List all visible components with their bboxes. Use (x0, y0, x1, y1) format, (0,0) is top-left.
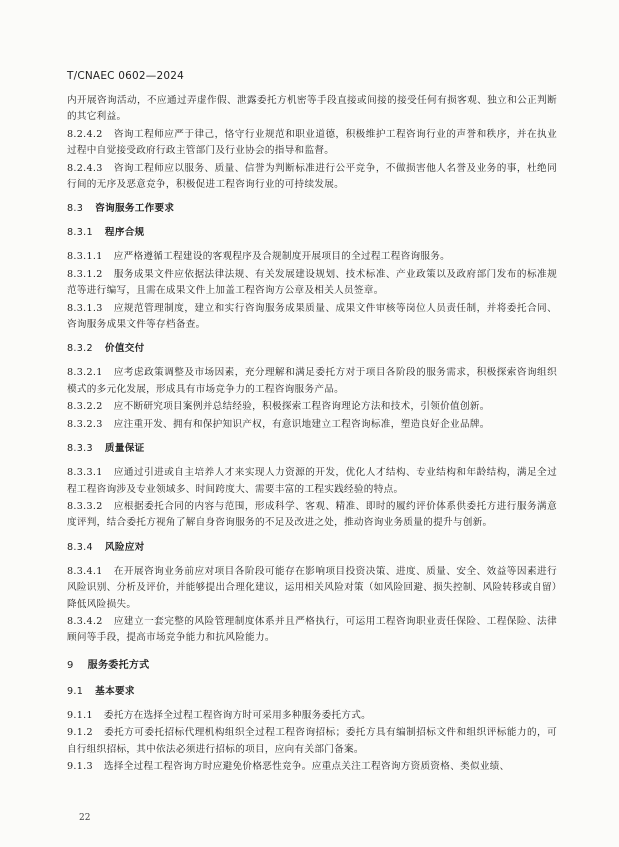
clause-paragraph (67, 161, 557, 194)
clause-text: 应规范管理制度，建立和实行咨询服务成果质量、成果文件审核等岗位人员责任制，并将委托合同、咨询服务成果文件等存档备查。 (67, 302, 557, 331)
clause-text: 应根据委托合同的内容与范围，形成科学、客观、精准、即时的履约评价体系供委托方进行服务满意度评判，结合委托方视角了解自身咨询服务的不足及改进之处，推动咨询业务质量的提升与创新。 (67, 500, 557, 529)
clause-number: 8.3 (67, 203, 84, 215)
clause-number: 8.3.2.3 (67, 418, 103, 430)
clause-number: 9.1.3 (67, 760, 93, 772)
clause-text: 应建立一套完整的风险管理制度体系并且严格执行，可运用工程咨询职业责任保险、工程保险、法律顾问等手段，提高市场竞争能力和抗风险能力。 (67, 615, 557, 644)
clause-text: 风险应对 (104, 541, 145, 553)
clause-paragraph (67, 759, 557, 775)
clause-text: 委托方在选择全过程工程咨询方时可采用多种服务委托方式。 (103, 709, 372, 721)
clause-paragraph (67, 465, 557, 498)
section-heading (67, 441, 557, 457)
clause-paragraph (67, 365, 557, 398)
clause-text: 质量保证 (104, 443, 145, 455)
clause-number: 9.1.1 (67, 709, 93, 721)
clause-paragraph (67, 499, 557, 532)
clause-number: 8.3.4 (67, 541, 93, 553)
clause-text: 委托方可委托招标代理机构组织全过程工程咨询招标；委托方具有编制招标文件和组织评标能力的，可自行组织招标，其中依法必须进行招标的项目，应向有关部门备案。 (67, 727, 557, 755)
clause-text: 应考虑政策调整及市场因素，充分理解和满足委托方对于项目各阶段的服务需求，积极探索咨询组织模式的多元化发展，形成具有市场竞争力的工程咨询服务产品。 (67, 367, 557, 395)
section-heading (67, 201, 557, 217)
clause-text: 价值交付 (104, 343, 145, 355)
clause-number: 8.3.2.1 (67, 367, 103, 379)
clause-text: 基本要求 (95, 685, 135, 697)
clause-number: 8.2.4.3 (67, 162, 103, 174)
section-heading (67, 225, 557, 241)
chapter-heading (67, 658, 557, 674)
clause-number: 8.3.1.2 (67, 268, 103, 280)
clause-number: 9.1.2 (67, 727, 93, 739)
clause-text: 应不断研究项目案例并总结经验，积极探索工程咨询理论方法和技术，引领价值创新。 (113, 401, 490, 413)
clause-number: 8.3.3.2 (67, 500, 103, 512)
clause-text: 在开展咨询业务前应对项目各阶段可能存在影响项目投资决策、进度、质量、安全、效益等因素进行风险识别、分析及评价，并能够提出合理化建议，运用相关风险对策（如风险回避、损失控制、风险转移或自留）降低风险损失。 (67, 565, 557, 610)
clause-number: 8.2.4.2 (67, 128, 103, 140)
clause-text: 服务成果文件应依据法律法规、有关发展建设规划、技术标准、产业政策以及政府部门发布的标准规范等进行编写，且需在成果文件上加盖工程咨询方公章及相关人员签章。 (67, 268, 557, 297)
clause-text: 咨询服务工作要求 (95, 203, 175, 215)
clause-text: 应严格遵循工程建设的客观程序及合规制度开展项目的全过程工程咨询服务。 (113, 251, 451, 263)
page-number: 22 (79, 813, 91, 823)
clause-paragraph (67, 564, 557, 613)
section-heading (67, 684, 557, 700)
clause-number: 8.3.4.2 (67, 615, 103, 627)
clause-paragraph (67, 417, 557, 433)
clause-paragraph (67, 301, 557, 334)
clause-number: 8.3.1.1 (67, 251, 103, 263)
clause-text: 选择全过程工程咨询方时应避免价格恶性竞争。应重点关注工程咨询方资质资格、类似业绩、 (103, 760, 510, 772)
clause-number: 8.3.3 (67, 443, 93, 455)
clause-paragraph (67, 614, 557, 647)
clause-number: 8.3.1.3 (67, 302, 103, 314)
clause-text: 咨询工程师应严于律己，恪守行业规范和职业道德，积极维护工程咨询行业的声誉和秩序，并在执业过程中自觉接受政府行政主管部门及行业协会的指导和监督。 (67, 128, 557, 157)
clause-text: 咨询工程师应以服务、质量、信誉为判断标准进行公平竞争，不做损害他人名誉及业务的事，杜绝同行间的无序及恶意竞争，积极促进工程咨询行业的可持续发展。 (67, 162, 557, 191)
clause-paragraph (67, 399, 557, 415)
section-heading (67, 540, 557, 556)
clause-text: 程序合规 (104, 227, 145, 239)
clause-paragraph (67, 127, 557, 160)
section-heading (67, 341, 557, 357)
clause-number: 8.3.2 (67, 343, 93, 355)
clause-paragraph (67, 725, 557, 758)
clause-number: 8.3.4.1 (67, 565, 103, 577)
clause-number: 8.3.1 (67, 227, 93, 239)
clause-text: 内开展咨询活动，不应通过弄虚作假、泄露委托方机密等手段直接或间接的接受任何有损客观、独立和公正判断的其它利益。 (67, 95, 557, 123)
clause-number: 8.3.2.2 (67, 401, 103, 413)
clause-number: 8.3.3.1 (67, 467, 103, 479)
continuation-paragraph (67, 93, 557, 126)
clause-text: 应通过引进或自主培养人才来实现人力资源的开发，优化人才结构、专业结构和年龄结构，满足全过程工程咨询涉及专业领域多、时间跨度大、需要丰富的工程实践经验的特点。 (67, 467, 557, 495)
clause-number: 9.1 (67, 685, 84, 697)
clause-paragraph (67, 267, 557, 300)
document-code-header: T/CNAEC 0602—2024 (67, 70, 184, 82)
clause-paragraph (67, 708, 557, 724)
clause-text: 应注重开发、拥有和保护知识产权，有意识地建立工程咨询标准，塑造良好企业品牌。 (113, 418, 490, 430)
clause-text: 服务委托方式 (87, 659, 150, 671)
clause-number: 9 (67, 659, 74, 671)
document-body (67, 93, 557, 776)
clause-paragraph (67, 249, 557, 265)
